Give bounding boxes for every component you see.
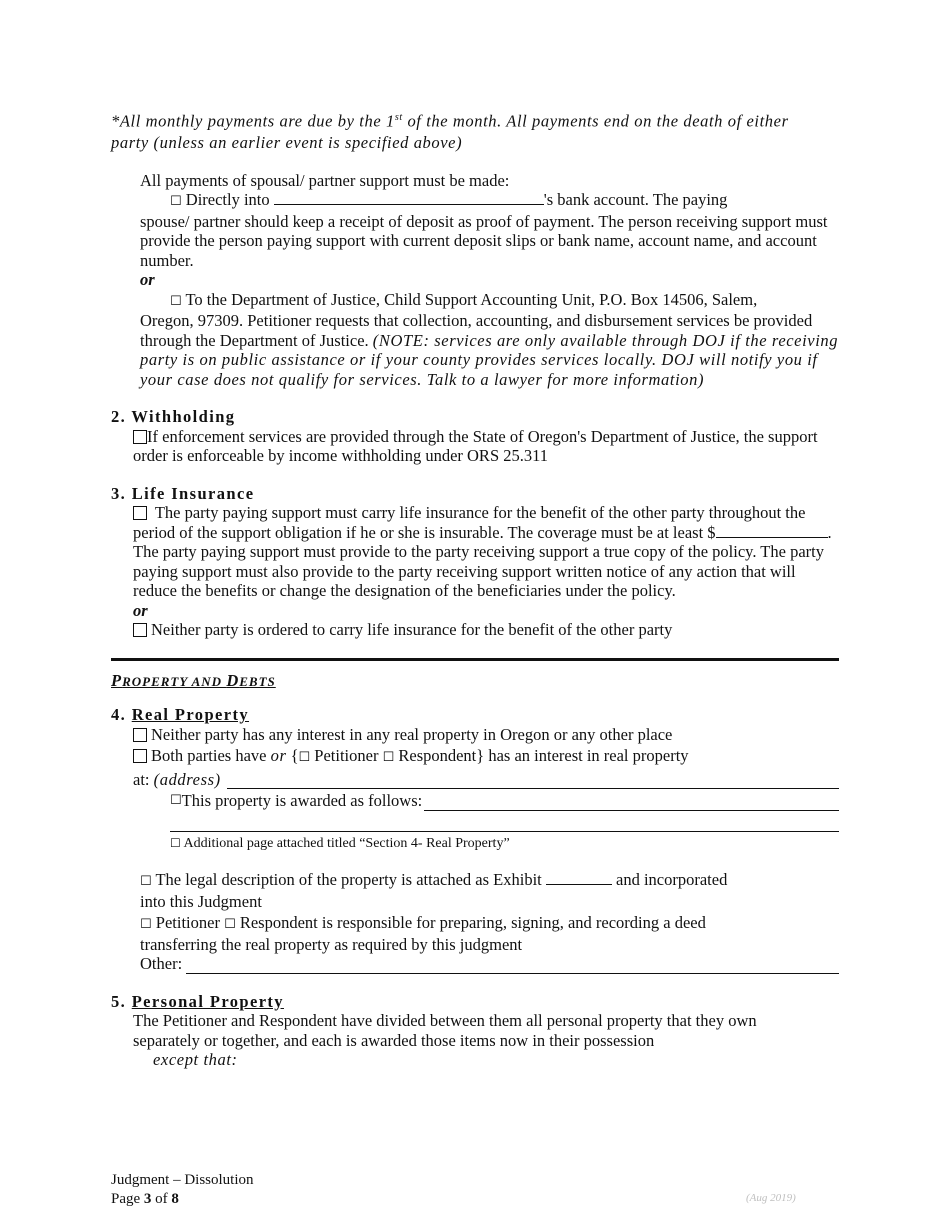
direct-deposit-label: Directly into xyxy=(181,190,274,209)
option-doj xyxy=(170,290,839,312)
awarded-label: This property is awarded as follows: xyxy=(181,791,423,810)
personal-property-title: Personal Property xyxy=(131,991,284,1011)
section-life-insurance-title: 3. Life Insurance xyxy=(111,483,255,503)
awarded-field[interactable] xyxy=(424,795,839,811)
note-sup: st xyxy=(394,112,403,123)
address-row xyxy=(133,770,839,790)
life-insurance-option xyxy=(133,503,839,601)
deed-line2: transferring the real property as required by this judgment xyxy=(140,934,523,954)
payments-intro: All payments of spousal/ partner support must be made: xyxy=(140,170,510,190)
coverage-amount-field[interactable] xyxy=(716,523,828,538)
footer-doc-title: Judgment – Dissolution xyxy=(111,1172,254,1188)
interest-or: or xyxy=(270,746,287,765)
no-life-insurance-option xyxy=(133,620,839,640)
heading-d: D xyxy=(226,670,240,690)
life-insurance-text-2: . The party paying support must provide to the party receiving support a true copy of the policy. The party paying support must also provide to the party receiving support written notice of any action that will reduce the benefits or change the designation of the beneficiaries under the policy. xyxy=(133,522,832,600)
checkbox-life-insurance[interactable] xyxy=(133,506,147,520)
payment-note xyxy=(111,108,839,131)
or-label: or xyxy=(140,270,155,289)
doj-note: (NOTE: services are only available through DOJ if the receiving party is on public assistance or if your county provides services locally. DOJ will notify you if your case does not qualify for services. Talk to a lawyer for more information) xyxy=(140,330,839,389)
exhibit-field[interactable] xyxy=(546,870,612,885)
document-page xyxy=(111,108,839,1070)
deed-text: Respondent is responsible for preparing, signing, and recording a deed xyxy=(235,913,706,932)
note-text-2: of the month. All payments end on the death of either xyxy=(402,111,789,131)
awarded-row xyxy=(170,791,839,811)
section-real-property-title xyxy=(111,705,839,725)
interest-text-post: } has an interest in real property xyxy=(476,746,689,765)
checkbox-no-real-property[interactable] xyxy=(133,728,147,742)
other-label: Other: xyxy=(140,954,183,973)
payment-note-line2: party (unless an earlier event is specified above) xyxy=(111,133,463,152)
except-that-label: except that: xyxy=(153,1050,238,1069)
additional-page-text: Additional page attached titled “Section 4- Real Property” xyxy=(180,835,510,851)
page-total: 8 xyxy=(171,1191,179,1207)
address-label: (address) xyxy=(153,769,221,789)
awarded-field-line2[interactable] xyxy=(170,811,839,832)
withholding-text: If enforcement services are provided through the State of Oregon's Department of Justice, the support order is enforceable by income withholding under ORS 25.311 xyxy=(133,426,818,465)
checkbox-additional-page[interactable]: ☐ xyxy=(170,835,181,850)
at-label: at: xyxy=(133,769,150,789)
direct-deposit-label-post: 's bank account. The paying xyxy=(543,190,728,209)
personal-property-num: 5. xyxy=(111,991,132,1011)
option-direct-deposit xyxy=(170,190,839,212)
checkbox-real-property-interest[interactable] xyxy=(133,749,147,763)
checkbox-doj[interactable]: ☐ xyxy=(170,293,182,309)
real-property-title: Real Property xyxy=(131,705,250,724)
legal-description-line2: into this Judgment xyxy=(140,891,262,911)
footer xyxy=(111,1171,254,1209)
revision-date: (Aug 2019) xyxy=(746,1192,796,1204)
life-insurance-text: The party paying support must carry life insurance for the benefit of the other party throughout the period of the support obligation if he or she is insurable. The coverage must be at least $ xyxy=(133,503,806,542)
withholding-option xyxy=(133,427,839,466)
other-row xyxy=(140,954,839,974)
legal-description-post: and incorporated xyxy=(611,870,728,889)
personal-property-text: The Petitioner and Respondent have divided between them all personal property that they own separately or together, and each is awarded those items now in their possession xyxy=(133,1011,757,1050)
heading-p: P xyxy=(111,670,123,690)
checkbox-awarded[interactable]: ☐ xyxy=(170,793,182,808)
real-property-num: 4. xyxy=(111,705,132,724)
deed-option xyxy=(140,913,839,935)
legal-description-block xyxy=(140,870,839,974)
section-divider xyxy=(111,658,839,661)
interest-text: Both parties have xyxy=(151,746,271,765)
doj-label: To the Department of Justice, Child Support Accounting Unit, P.O. Box 14506, Salem, xyxy=(181,289,758,309)
address-field[interactable] xyxy=(227,773,839,789)
page-of: of xyxy=(151,1191,172,1207)
checkbox-legal-description[interactable]: ☐ xyxy=(140,874,152,889)
checkbox-deed-petitioner[interactable]: ☐ xyxy=(140,917,152,932)
or-label-2: or xyxy=(133,600,148,620)
heading-ebts: EBTS xyxy=(239,673,276,689)
bank-account-name-field[interactable] xyxy=(274,190,544,205)
page-current: 3 xyxy=(143,1191,152,1207)
page-label: Page xyxy=(111,1191,144,1207)
no-real-property-text: Neither party has any interest in any real property in Oregon or any other place xyxy=(151,724,673,744)
checkbox-deed-respondent[interactable]: ☐ xyxy=(224,917,236,932)
section-personal-property-title xyxy=(111,992,839,1012)
checkbox-respondent[interactable]: ☐ xyxy=(382,750,395,765)
checkbox-withholding[interactable] xyxy=(133,430,147,444)
additional-page-option xyxy=(170,834,839,854)
deed-petitioner-label: Petitioner xyxy=(151,913,225,932)
brace-open: { xyxy=(286,746,299,765)
checkbox-petitioner[interactable]: ☐ xyxy=(298,750,311,765)
real-property-option-interest xyxy=(133,746,839,768)
doj-text-main: Oregon, 97309. Petitioner requests that collection, accounting, and disbursement services be provided through the Department of Justice. xyxy=(140,311,813,350)
real-property-option-none xyxy=(133,725,839,745)
direct-deposit-text: spouse/ partner should keep a receipt of deposit as proof of payment. The person receiving support must provide the person paying support with current deposit slips or bank name, account name, and account number. xyxy=(140,211,828,270)
respondent-label: Respondent xyxy=(394,746,477,765)
petitioner-label: Petitioner xyxy=(310,746,383,765)
doj-text xyxy=(140,311,839,389)
no-life-insurance-text: Neither party is ordered to carry life insurance for the benefit of the other party xyxy=(151,620,673,639)
payments-section xyxy=(140,171,839,390)
checkbox-no-life-insurance[interactable] xyxy=(133,623,147,637)
legal-description-text: The legal description of the property is attached as Exhibit xyxy=(151,870,546,889)
heading-roperty: ROPERTY AND xyxy=(122,673,227,689)
checkbox-direct-deposit[interactable]: ☐ xyxy=(170,194,182,209)
note-text: *All monthly payments are due by the 1 xyxy=(111,111,395,131)
property-debts-heading xyxy=(111,671,839,692)
footer-page-number xyxy=(111,1190,254,1209)
other-field[interactable] xyxy=(186,958,839,974)
legal-description-option xyxy=(140,870,839,892)
section-withholding-title: 2. Withholding xyxy=(111,407,236,426)
